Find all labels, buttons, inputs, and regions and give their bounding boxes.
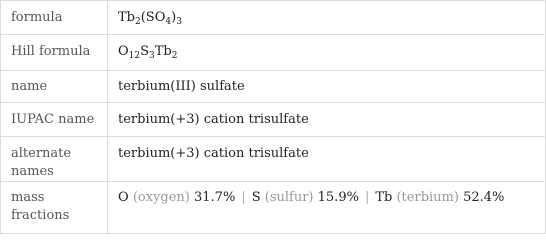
mass-fraction-symbol: O — [118, 190, 129, 205]
mass-fraction-separator: | — [241, 190, 246, 205]
name-label: name — [1, 71, 108, 103]
mass-fraction-separator: | — [364, 190, 370, 205]
row-alternate-names — [1, 137, 546, 182]
row-name — [1, 71, 546, 103]
row-mass-fractions — [1, 182, 546, 234]
row-iupac-name — [1, 103, 546, 137]
mass-fraction-symbol: Tb — [375, 190, 393, 205]
hill-formula-label: Hill formula — [1, 35, 108, 71]
mass-fraction-element: (sulfur) — [264, 190, 314, 205]
alternate-names-label: alternate names — [1, 137, 108, 182]
formula-value: $Tb_2(SO_4)_3$ — [108, 1, 546, 35]
mass-fractions-label: mass fractions — [1, 182, 108, 234]
row-hill-formula — [1, 35, 546, 71]
alternate-names-value: terbium(+3) cation trisulfate — [108, 137, 546, 182]
mass-fraction-percent: 52.4% — [463, 190, 505, 205]
row-formula — [1, 1, 546, 35]
mass-fractions-value — [108, 182, 546, 234]
formula-label: formula — [1, 1, 108, 35]
mass-fraction-element: (terbium) — [396, 190, 459, 205]
name-value: terbium(III) sulfate — [108, 71, 546, 103]
iupac-name-value: terbium(+3) cation trisulfate — [108, 103, 546, 137]
mass-fraction-symbol: S — [251, 190, 261, 205]
hill-formula-value: $O_{12}S_3Tb_2$ — [108, 35, 546, 71]
mass-fraction-element: (oxygen) — [132, 190, 190, 205]
iupac-name-label: IUPAC name — [1, 103, 108, 137]
mass-fraction-percent: 31.7% — [194, 190, 236, 205]
mass-fraction-percent: 15.9% — [317, 190, 359, 205]
